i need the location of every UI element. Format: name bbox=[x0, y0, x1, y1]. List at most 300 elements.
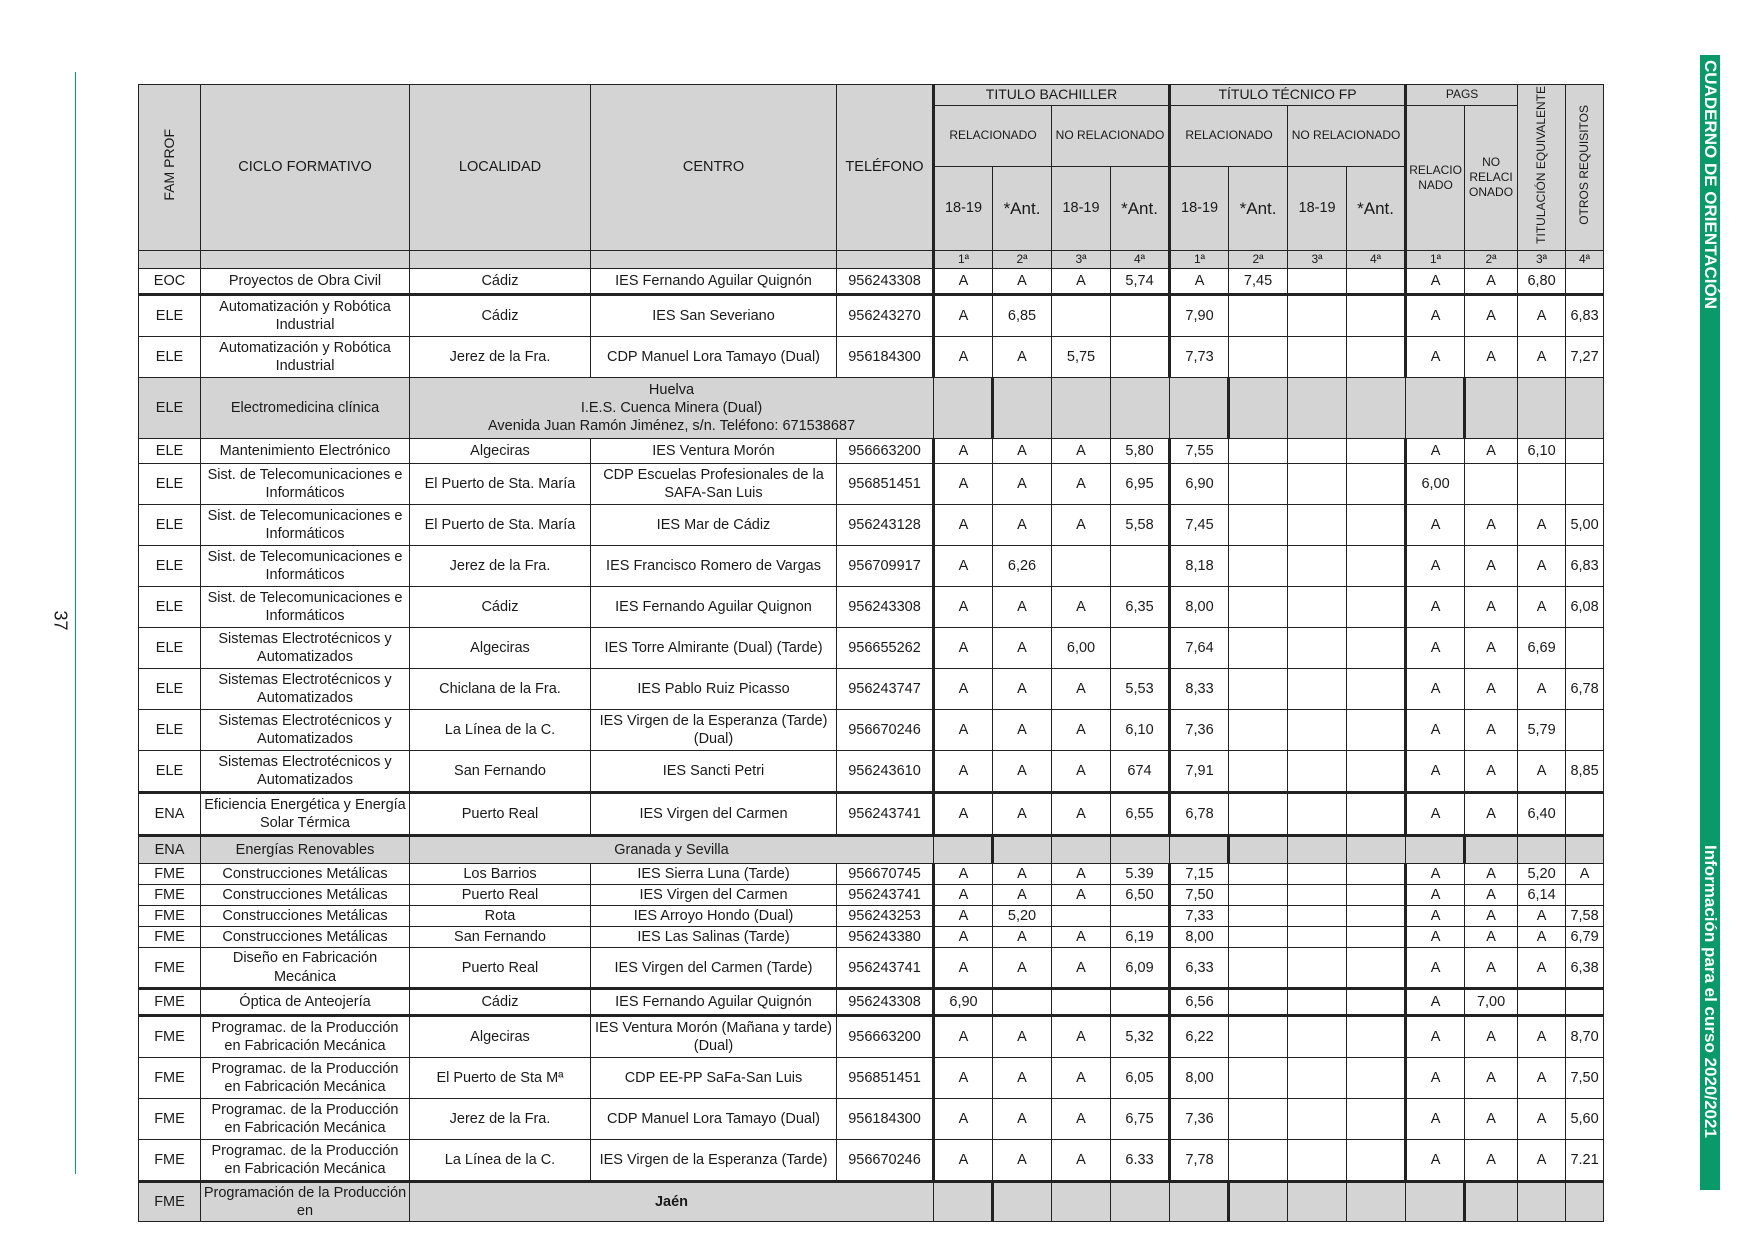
value-cell bbox=[1111, 988, 1170, 1015]
value-cell bbox=[993, 835, 1052, 863]
phone-cell: 956663200 bbox=[837, 438, 934, 463]
th-centro: CENTRO bbox=[591, 85, 837, 251]
value-cell: A bbox=[1465, 792, 1518, 835]
phone-cell: 956243308 bbox=[837, 268, 934, 294]
value-cell bbox=[1347, 1139, 1406, 1181]
ciclo-cell: Mantenimiento Electrónico bbox=[201, 438, 410, 463]
fam-prof-cell: ELE bbox=[139, 294, 201, 336]
value-cell: A bbox=[1406, 750, 1465, 792]
value-cell: A bbox=[1052, 927, 1111, 948]
value-cell bbox=[1229, 504, 1288, 545]
ciclo-cell: Programación de la Producción en bbox=[201, 1181, 410, 1221]
fam-prof-cell: FME bbox=[139, 1057, 201, 1098]
value-cell bbox=[1111, 627, 1170, 668]
value-cell bbox=[1229, 835, 1288, 863]
value-cell: 6,78 bbox=[1566, 668, 1604, 709]
localidad-cell: Algeciras bbox=[410, 438, 591, 463]
fam-prof-cell: EOC bbox=[139, 268, 201, 294]
value-cell: 6,14 bbox=[1518, 885, 1566, 906]
value-cell bbox=[1465, 377, 1518, 438]
centro-cell: IES Las Salinas (Tarde) bbox=[591, 927, 837, 948]
value-cell: 7,90 bbox=[1170, 294, 1229, 336]
th-order-2: 2ª bbox=[993, 250, 1052, 268]
value-cell bbox=[1347, 586, 1406, 627]
value-cell bbox=[1229, 377, 1288, 438]
table-row bbox=[139, 885, 1604, 906]
value-cell bbox=[1518, 988, 1566, 1015]
th-ciclo: CICLO FORMATIVO bbox=[201, 85, 410, 251]
table-row bbox=[139, 750, 1604, 792]
value-cell bbox=[1347, 377, 1406, 438]
th-order-2: 2ª bbox=[1229, 250, 1288, 268]
value-cell: 7,33 bbox=[1170, 906, 1229, 927]
value-cell: 6,05 bbox=[1111, 1057, 1170, 1098]
ciclo-cell: Óptica de Anteojería bbox=[201, 988, 410, 1015]
centro-cell: IES Virgen del Carmen (Tarde) bbox=[591, 948, 837, 988]
value-cell: A bbox=[1170, 268, 1229, 294]
value-cell bbox=[1229, 1098, 1288, 1139]
fam-prof-cell: FME bbox=[139, 1181, 201, 1221]
fam-prof-cell: FME bbox=[139, 885, 201, 906]
ciclo-cell: Sistemas Electrotécnicos y Automatizados bbox=[201, 750, 410, 792]
ciclo-cell: Automatización y Robótica Industrial bbox=[201, 294, 410, 336]
value-cell: 7,36 bbox=[1170, 1098, 1229, 1139]
value-cell bbox=[1566, 463, 1604, 504]
value-cell: A bbox=[993, 863, 1052, 884]
value-cell bbox=[1347, 268, 1406, 294]
localidad-cell: Jerez de la Fra. bbox=[410, 1098, 591, 1139]
value-cell: 6,00 bbox=[1052, 627, 1111, 668]
value-cell: A bbox=[1465, 1057, 1518, 1098]
value-cell: A bbox=[1406, 709, 1465, 750]
value-cell: A bbox=[993, 750, 1052, 792]
value-cell: A bbox=[1052, 948, 1111, 988]
ciclo-cell: Construcciones Metálicas bbox=[201, 863, 410, 884]
value-cell bbox=[1406, 835, 1465, 863]
centro-cell: IES Sancti Petri bbox=[591, 750, 837, 792]
table-row bbox=[139, 504, 1604, 545]
value-cell: 5,74 bbox=[1111, 268, 1170, 294]
ciclo-cell: Automatización y Robótica Industrial bbox=[201, 336, 410, 377]
table-row bbox=[139, 1057, 1604, 1098]
value-cell: A bbox=[1052, 1139, 1111, 1181]
value-cell bbox=[1229, 1057, 1288, 1098]
ciclo-cell: Sist. de Telecomunicaciones e Informáticos bbox=[201, 463, 410, 504]
value-cell: 7,50 bbox=[1566, 1057, 1604, 1098]
region-center: I.E.S. Cuenca Minera (Dual) bbox=[580, 399, 763, 416]
value-cell bbox=[1347, 668, 1406, 709]
centro-cell: IES Ventura Morón bbox=[591, 438, 837, 463]
fam-prof-cell: FME bbox=[139, 906, 201, 927]
value-cell: A bbox=[1465, 1015, 1518, 1057]
ciclo-cell: Sist. de Telecomunicaciones e Informáticos bbox=[201, 504, 410, 545]
value-cell bbox=[1288, 885, 1347, 906]
value-cell: A bbox=[1465, 336, 1518, 377]
value-cell: 8,00 bbox=[1170, 1057, 1229, 1098]
value-cell: A bbox=[993, 948, 1052, 988]
table-row bbox=[139, 1015, 1604, 1057]
value-cell bbox=[1229, 709, 1288, 750]
fam-prof-cell: ELE bbox=[139, 438, 201, 463]
table-row bbox=[139, 1139, 1604, 1181]
centro-cell: CDP Manuel Lora Tamayo (Dual) bbox=[591, 1098, 837, 1139]
value-cell: 6,00 bbox=[1406, 463, 1465, 504]
phone-cell: 956243741 bbox=[837, 885, 934, 906]
phone-cell: 956243610 bbox=[837, 750, 934, 792]
value-cell: A bbox=[1406, 906, 1465, 927]
value-cell: A bbox=[1406, 863, 1465, 884]
table-row bbox=[139, 906, 1604, 927]
value-cell: A bbox=[1465, 906, 1518, 927]
value-cell bbox=[1465, 463, 1518, 504]
value-cell: 7,45 bbox=[1170, 504, 1229, 545]
value-cell: 6,83 bbox=[1566, 545, 1604, 586]
value-cell bbox=[1347, 948, 1406, 988]
value-cell bbox=[1052, 835, 1111, 863]
value-cell bbox=[1566, 1181, 1604, 1221]
centro-cell: IES Pablo Ruiz Picasso bbox=[591, 668, 837, 709]
ciclo-cell: Sist. de Telecomunicaciones e Informáticos bbox=[201, 586, 410, 627]
value-cell bbox=[1111, 835, 1170, 863]
fam-prof-cell: FME bbox=[139, 948, 201, 988]
centro-cell: IES Sierra Luna (Tarde) bbox=[591, 863, 837, 884]
value-cell: A bbox=[993, 709, 1052, 750]
value-cell bbox=[1111, 906, 1170, 927]
centro-cell: IES Virgen de la Esperanza (Tarde) (Dual) bbox=[591, 709, 837, 750]
value-cell bbox=[1288, 294, 1347, 336]
value-cell bbox=[1288, 1181, 1347, 1221]
value-cell bbox=[1288, 504, 1347, 545]
value-cell: A bbox=[993, 927, 1052, 948]
value-cell: A bbox=[934, 1015, 993, 1057]
ciclo-cell: Sistemas Electrotécnicos y Automatizados bbox=[201, 709, 410, 750]
ciclo-cell: Programac. de la Producción en Fabricación Mecánica bbox=[201, 1139, 410, 1181]
th-titulo-bachiller: TITULO BACHILLER bbox=[934, 85, 1170, 106]
value-cell: A bbox=[993, 1015, 1052, 1057]
value-cell: 5,60 bbox=[1566, 1098, 1604, 1139]
value-cell bbox=[1229, 586, 1288, 627]
phone-cell: 956243128 bbox=[837, 504, 934, 545]
value-cell: A bbox=[993, 268, 1052, 294]
value-cell: A bbox=[1518, 545, 1566, 586]
value-cell: A bbox=[1518, 1139, 1566, 1181]
table-row bbox=[139, 792, 1604, 835]
value-cell bbox=[1229, 336, 1288, 377]
centro-cell: CDP EE-PP SaFa-San Luis bbox=[591, 1057, 837, 1098]
value-cell: A bbox=[1052, 1015, 1111, 1057]
value-cell bbox=[1288, 863, 1347, 884]
centro-cell: IES Torre Almirante (Dual) (Tarde) bbox=[591, 627, 837, 668]
value-cell: 8,85 bbox=[1566, 750, 1604, 792]
value-cell: A bbox=[1566, 863, 1604, 884]
value-cell: A bbox=[1406, 1057, 1465, 1098]
table-row bbox=[139, 863, 1604, 884]
value-cell: A bbox=[1052, 885, 1111, 906]
th-pags-norel: NO RELACI ONADO bbox=[1465, 105, 1518, 250]
value-cell: A bbox=[1052, 1057, 1111, 1098]
localidad-cell: San Fernando bbox=[410, 927, 591, 948]
value-cell: A bbox=[1518, 294, 1566, 336]
table-row bbox=[139, 627, 1604, 668]
localidad-cell: Chiclana de la Fra. bbox=[410, 668, 591, 709]
value-cell: 7.21 bbox=[1566, 1139, 1604, 1181]
value-cell: 6,83 bbox=[1566, 294, 1604, 336]
th-order-1: 1ª bbox=[934, 250, 993, 268]
phone-cell bbox=[934, 377, 993, 438]
sidebar-band bbox=[1700, 55, 1720, 1190]
th-telefono: TELÉFONO bbox=[837, 85, 934, 251]
value-cell: A bbox=[934, 463, 993, 504]
value-cell bbox=[1347, 835, 1406, 863]
value-cell: 6,09 bbox=[1111, 948, 1170, 988]
value-cell: A bbox=[1052, 586, 1111, 627]
value-cell bbox=[1347, 1015, 1406, 1057]
value-cell bbox=[1288, 1139, 1347, 1181]
ciclo-cell: Energías Renovables bbox=[201, 835, 410, 863]
value-cell: A bbox=[993, 438, 1052, 463]
fam-prof-cell: ELE bbox=[139, 586, 201, 627]
value-cell: A bbox=[1052, 438, 1111, 463]
phone-cell: 956663200 bbox=[837, 1015, 934, 1057]
region-cell bbox=[410, 835, 934, 863]
value-cell: 7,73 bbox=[1170, 336, 1229, 377]
value-cell: 8,18 bbox=[1170, 545, 1229, 586]
localidad-cell: Jerez de la Fra. bbox=[410, 336, 591, 377]
table-row bbox=[139, 545, 1604, 586]
localidad-cell: El Puerto de Sta Mª bbox=[410, 1057, 591, 1098]
value-cell: 6,80 bbox=[1518, 268, 1566, 294]
value-cell: A bbox=[1052, 504, 1111, 545]
phone-cell: 956243308 bbox=[837, 586, 934, 627]
value-cell bbox=[1288, 627, 1347, 668]
value-cell: A bbox=[1465, 1098, 1518, 1139]
value-cell: A bbox=[1052, 1098, 1111, 1139]
value-cell: A bbox=[934, 586, 993, 627]
value-cell bbox=[1288, 948, 1347, 988]
value-cell bbox=[1347, 463, 1406, 504]
table-row bbox=[139, 586, 1604, 627]
value-cell: A bbox=[1465, 948, 1518, 988]
ciclo-cell: Sistemas Electrotécnicos y Automatizados bbox=[201, 627, 410, 668]
value-cell bbox=[1347, 750, 1406, 792]
value-cell bbox=[1518, 835, 1566, 863]
th-order-2: 2ª bbox=[1465, 250, 1518, 268]
fam-prof-cell: FME bbox=[139, 988, 201, 1015]
value-cell: A bbox=[1052, 750, 1111, 792]
value-cell: 6,55 bbox=[1111, 792, 1170, 835]
th-bach-rel-ant: *Ant. bbox=[993, 166, 1052, 250]
value-cell bbox=[1347, 627, 1406, 668]
centro-cell: CDP Manuel Lora Tamayo (Dual) bbox=[591, 336, 837, 377]
localidad-cell: Puerto Real bbox=[410, 948, 591, 988]
value-cell: A bbox=[1052, 792, 1111, 835]
value-cell: A bbox=[1518, 927, 1566, 948]
value-cell bbox=[1406, 1181, 1465, 1221]
value-cell: 6,26 bbox=[993, 545, 1052, 586]
value-cell bbox=[1170, 1181, 1229, 1221]
localidad-cell: Jerez de la Fra. bbox=[410, 545, 591, 586]
phone-cell: 956243380 bbox=[837, 927, 934, 948]
value-cell bbox=[1518, 463, 1566, 504]
centro-cell: IES Francisco Romero de Vargas bbox=[591, 545, 837, 586]
value-cell: A bbox=[993, 586, 1052, 627]
ciclo-cell: Programac. de la Producción en Fabricación Mecánica bbox=[201, 1015, 410, 1057]
value-cell: 6,19 bbox=[1111, 927, 1170, 948]
value-cell: A bbox=[993, 668, 1052, 709]
value-cell bbox=[1229, 948, 1288, 988]
value-cell bbox=[1406, 377, 1465, 438]
value-cell: A bbox=[1465, 586, 1518, 627]
value-cell bbox=[1288, 268, 1347, 294]
table-row bbox=[139, 336, 1604, 377]
value-cell bbox=[1465, 835, 1518, 863]
value-cell bbox=[1347, 336, 1406, 377]
value-cell: 7,45 bbox=[1229, 268, 1288, 294]
localidad-cell: Los Barrios bbox=[410, 863, 591, 884]
th-fp-norel: NO RELACIONADO bbox=[1288, 105, 1406, 166]
value-cell bbox=[1170, 835, 1229, 863]
phone-cell: 956243741 bbox=[837, 948, 934, 988]
value-cell bbox=[993, 988, 1052, 1015]
value-cell: A bbox=[1465, 863, 1518, 884]
value-cell: A bbox=[1406, 438, 1465, 463]
phone-cell: 956184300 bbox=[837, 1098, 934, 1139]
value-cell bbox=[1229, 294, 1288, 336]
table-row bbox=[139, 438, 1604, 463]
localidad-cell: Algeciras bbox=[410, 1015, 591, 1057]
centro-cell: IES Arroyo Hondo (Dual) bbox=[591, 906, 837, 927]
value-cell: A bbox=[934, 906, 993, 927]
value-cell bbox=[1052, 294, 1111, 336]
left-margin-line bbox=[75, 72, 76, 1174]
value-cell: A bbox=[934, 1057, 993, 1098]
value-cell: 6,90 bbox=[934, 988, 993, 1015]
value-cell: A bbox=[1518, 750, 1566, 792]
fam-prof-cell: ENA bbox=[139, 835, 201, 863]
value-cell: A bbox=[1052, 709, 1111, 750]
value-cell: A bbox=[1406, 927, 1465, 948]
th-fp-rel-ant: *Ant. bbox=[1229, 166, 1288, 250]
value-cell bbox=[1566, 268, 1604, 294]
table-row bbox=[139, 463, 1604, 504]
value-cell bbox=[1288, 906, 1347, 927]
value-cell bbox=[1288, 336, 1347, 377]
th-pags: PAGS bbox=[1406, 85, 1518, 106]
value-cell bbox=[1288, 835, 1347, 863]
value-cell bbox=[1518, 1181, 1566, 1221]
table-row bbox=[139, 1098, 1604, 1139]
phone-cell: 956851451 bbox=[837, 463, 934, 504]
value-cell: A bbox=[1518, 1015, 1566, 1057]
value-cell bbox=[1288, 750, 1347, 792]
value-cell: A bbox=[1518, 1098, 1566, 1139]
value-cell: 7,64 bbox=[1170, 627, 1229, 668]
value-cell: A bbox=[934, 750, 993, 792]
centro-cell: IES San Severiano bbox=[591, 294, 837, 336]
value-cell: A bbox=[934, 863, 993, 884]
value-cell: 5,79 bbox=[1518, 709, 1566, 750]
value-cell: A bbox=[1465, 504, 1518, 545]
value-cell: A bbox=[1465, 927, 1518, 948]
value-cell bbox=[1347, 438, 1406, 463]
value-cell bbox=[1347, 885, 1406, 906]
value-cell: 7,15 bbox=[1170, 863, 1229, 884]
value-cell: A bbox=[934, 927, 993, 948]
th-order-4: 4ª bbox=[1566, 250, 1604, 268]
value-cell bbox=[1229, 627, 1288, 668]
value-cell: A bbox=[993, 1139, 1052, 1181]
ciclo-cell: Sistemas Electrotécnicos y Automatizados bbox=[201, 668, 410, 709]
value-cell: 6,33 bbox=[1170, 948, 1229, 988]
centro-cell: IES Fernando Aguilar Quignón bbox=[591, 268, 837, 294]
page-number: 37 bbox=[50, 610, 71, 631]
value-cell: A bbox=[1465, 268, 1518, 294]
value-cell bbox=[1111, 1181, 1170, 1221]
value-cell bbox=[1229, 463, 1288, 504]
value-cell: A bbox=[1052, 668, 1111, 709]
ciclo-cell: Electromedicina clínica bbox=[201, 377, 410, 438]
value-cell: A bbox=[934, 885, 993, 906]
value-cell: A bbox=[1406, 504, 1465, 545]
value-cell: A bbox=[993, 336, 1052, 377]
value-cell: A bbox=[934, 668, 993, 709]
th-fam-prof: FAM PROF bbox=[139, 85, 201, 251]
value-cell: A bbox=[993, 627, 1052, 668]
value-cell bbox=[1347, 988, 1406, 1015]
table-row bbox=[139, 948, 1604, 988]
value-cell: A bbox=[993, 504, 1052, 545]
value-cell: 7,55 bbox=[1170, 438, 1229, 463]
value-cell: A bbox=[1465, 885, 1518, 906]
value-cell bbox=[1229, 438, 1288, 463]
value-cell: A bbox=[1518, 906, 1566, 927]
fam-prof-cell: FME bbox=[139, 1098, 201, 1139]
value-cell: A bbox=[934, 504, 993, 545]
ciclo-cell: Diseño en Fabricación Mecánica bbox=[201, 948, 410, 988]
fam-prof-cell: ELE bbox=[139, 668, 201, 709]
value-cell bbox=[1229, 1181, 1288, 1221]
th-titulo-tecnico: TÍTULO TÉCNICO FP bbox=[1170, 85, 1406, 106]
table-row bbox=[139, 1181, 1604, 1221]
value-cell: A bbox=[1518, 668, 1566, 709]
value-cell: 7,58 bbox=[1566, 906, 1604, 927]
value-cell bbox=[1052, 1181, 1111, 1221]
value-cell bbox=[1111, 377, 1170, 438]
value-cell bbox=[993, 1181, 1052, 1221]
value-cell: A bbox=[993, 463, 1052, 504]
value-cell: A bbox=[1518, 1057, 1566, 1098]
value-cell bbox=[1052, 377, 1111, 438]
value-cell: A bbox=[1465, 668, 1518, 709]
value-cell: A bbox=[1465, 1139, 1518, 1181]
localidad-cell: Cádiz bbox=[410, 294, 591, 336]
th-pags-rel: RELACIO NADO bbox=[1406, 105, 1465, 250]
value-cell bbox=[1229, 1139, 1288, 1181]
th-otros: OTROS REQUISITOS bbox=[1566, 85, 1604, 251]
value-cell bbox=[1288, 586, 1347, 627]
ciclo-cell: Programac. de la Producción en Fabricación Mecánica bbox=[201, 1098, 410, 1139]
phone-cell: 956243741 bbox=[837, 792, 934, 835]
th-bach-norel: NO RELACIONADO bbox=[1052, 105, 1170, 166]
fam-prof-cell: ELE bbox=[139, 545, 201, 586]
value-cell bbox=[1288, 545, 1347, 586]
th-order-3: 3ª bbox=[1052, 250, 1111, 268]
value-cell: 6,10 bbox=[1518, 438, 1566, 463]
value-cell bbox=[1288, 792, 1347, 835]
value-cell: 7,27 bbox=[1566, 336, 1604, 377]
phone-cell: 956670745 bbox=[837, 863, 934, 884]
value-cell bbox=[1288, 927, 1347, 948]
